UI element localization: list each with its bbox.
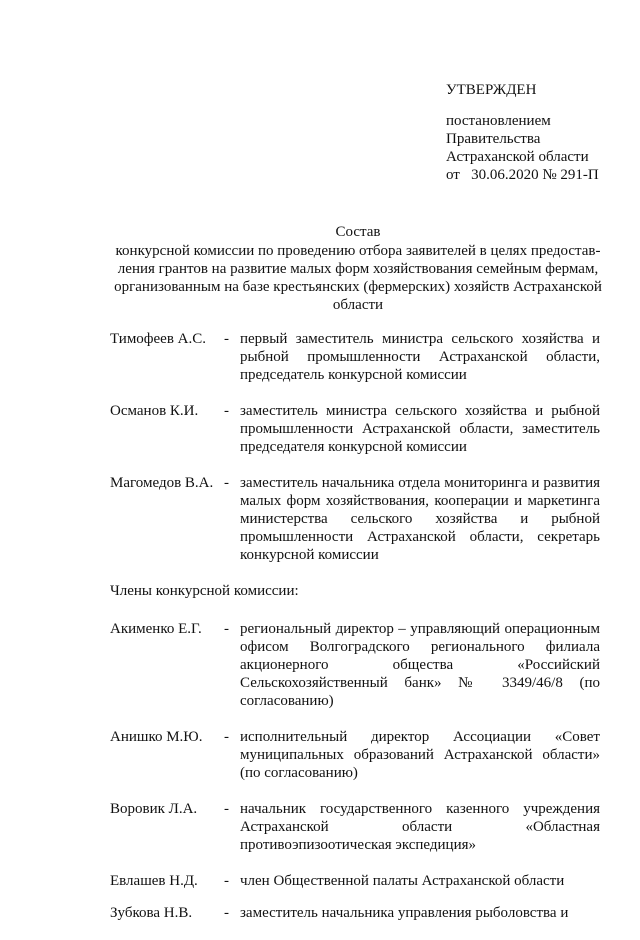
member-row xyxy=(110,620,600,710)
approval-line: Правительства xyxy=(446,131,541,147)
member-row xyxy=(110,872,600,890)
member-dash: - xyxy=(224,621,229,637)
member-dash: - xyxy=(224,331,229,347)
member-row xyxy=(110,474,600,564)
member-name: Евлашев Н.Д. xyxy=(110,873,198,889)
member-dash: - xyxy=(224,403,229,419)
member-name: Зубкова Н.В. xyxy=(110,905,193,921)
member-role: член Общественной палаты Астраханской области xyxy=(240,873,565,889)
document-title xyxy=(108,223,608,314)
member-name: Анишко М.Ю. xyxy=(110,729,203,745)
member-row xyxy=(110,800,600,854)
member-dash: - xyxy=(224,475,229,491)
approval-heading: УТВЕРЖДЕН xyxy=(446,82,537,98)
approval-line: Астраханской области xyxy=(446,149,589,165)
approval-date: от 30.06.2020 № 291-П xyxy=(446,167,599,183)
member-dash: - xyxy=(224,801,229,817)
member-dash: - xyxy=(224,905,229,921)
member-role: заместитель начальника управления рыболовства и xyxy=(240,905,569,921)
member-name: Акименко Е.Г. xyxy=(110,621,202,637)
member-role: исполнительный директор Ассоциации «Совет муниципальных образований Астраханской области» (по согласованию) xyxy=(240,729,600,781)
title-line: Состав xyxy=(335,224,381,240)
approval-block xyxy=(446,80,636,184)
member-name: Тимофеев А.С. xyxy=(110,331,207,347)
member-role: заместитель начальника отдела мониторинга и развития малых форм хозяйствования, кооперации и маркетинга министерства сельского хозяйства и рыбной промышленности Астраханской области, секретарь конкурсной комиссии xyxy=(240,475,600,563)
title-subline: конкурсной комиссии по проведению отбора заявителей в целях предостав-ления грантов на развитие малых форм хозяйствования семейным фермам, организованным на базе крестьянских (фермерских) хозяйств Астраханской области xyxy=(114,243,602,313)
member-name: Османов К.И. xyxy=(110,403,199,419)
member-role: заместитель министра сельского хозяйства и рыбной промышленности Астраханской области, заместитель председателя конкурсной комиссии xyxy=(240,403,600,455)
members-section-label: Члены конкурсной комиссии: xyxy=(110,583,299,599)
member-dash: - xyxy=(224,873,229,889)
member-name: Магомедов В.А. xyxy=(110,475,214,491)
member-role: начальник государственного казенного учреждения Астраханской области «Областная противоэпизоотическая экспедиция» xyxy=(240,801,600,853)
member-role: региональный директор – управляющий операционным офисом Волгоградского регионального филиала акционерного общества «Российский Сельскохозяйственный банк» № 3349/46/8 (по согласованию) xyxy=(240,621,600,709)
approval-line: постановлением xyxy=(446,113,551,129)
member-dash: - xyxy=(224,729,229,745)
member-role: первый заместитель министра сельского хозяйства и рыбной промышленности Астраханской области, председатель конкурсной комиссии xyxy=(240,331,600,383)
member-row xyxy=(110,402,600,456)
member-name: Воровик Л.А. xyxy=(110,801,198,817)
commission-list xyxy=(110,330,600,940)
member-row xyxy=(110,330,600,384)
member-row xyxy=(110,904,600,922)
member-row xyxy=(110,728,600,782)
